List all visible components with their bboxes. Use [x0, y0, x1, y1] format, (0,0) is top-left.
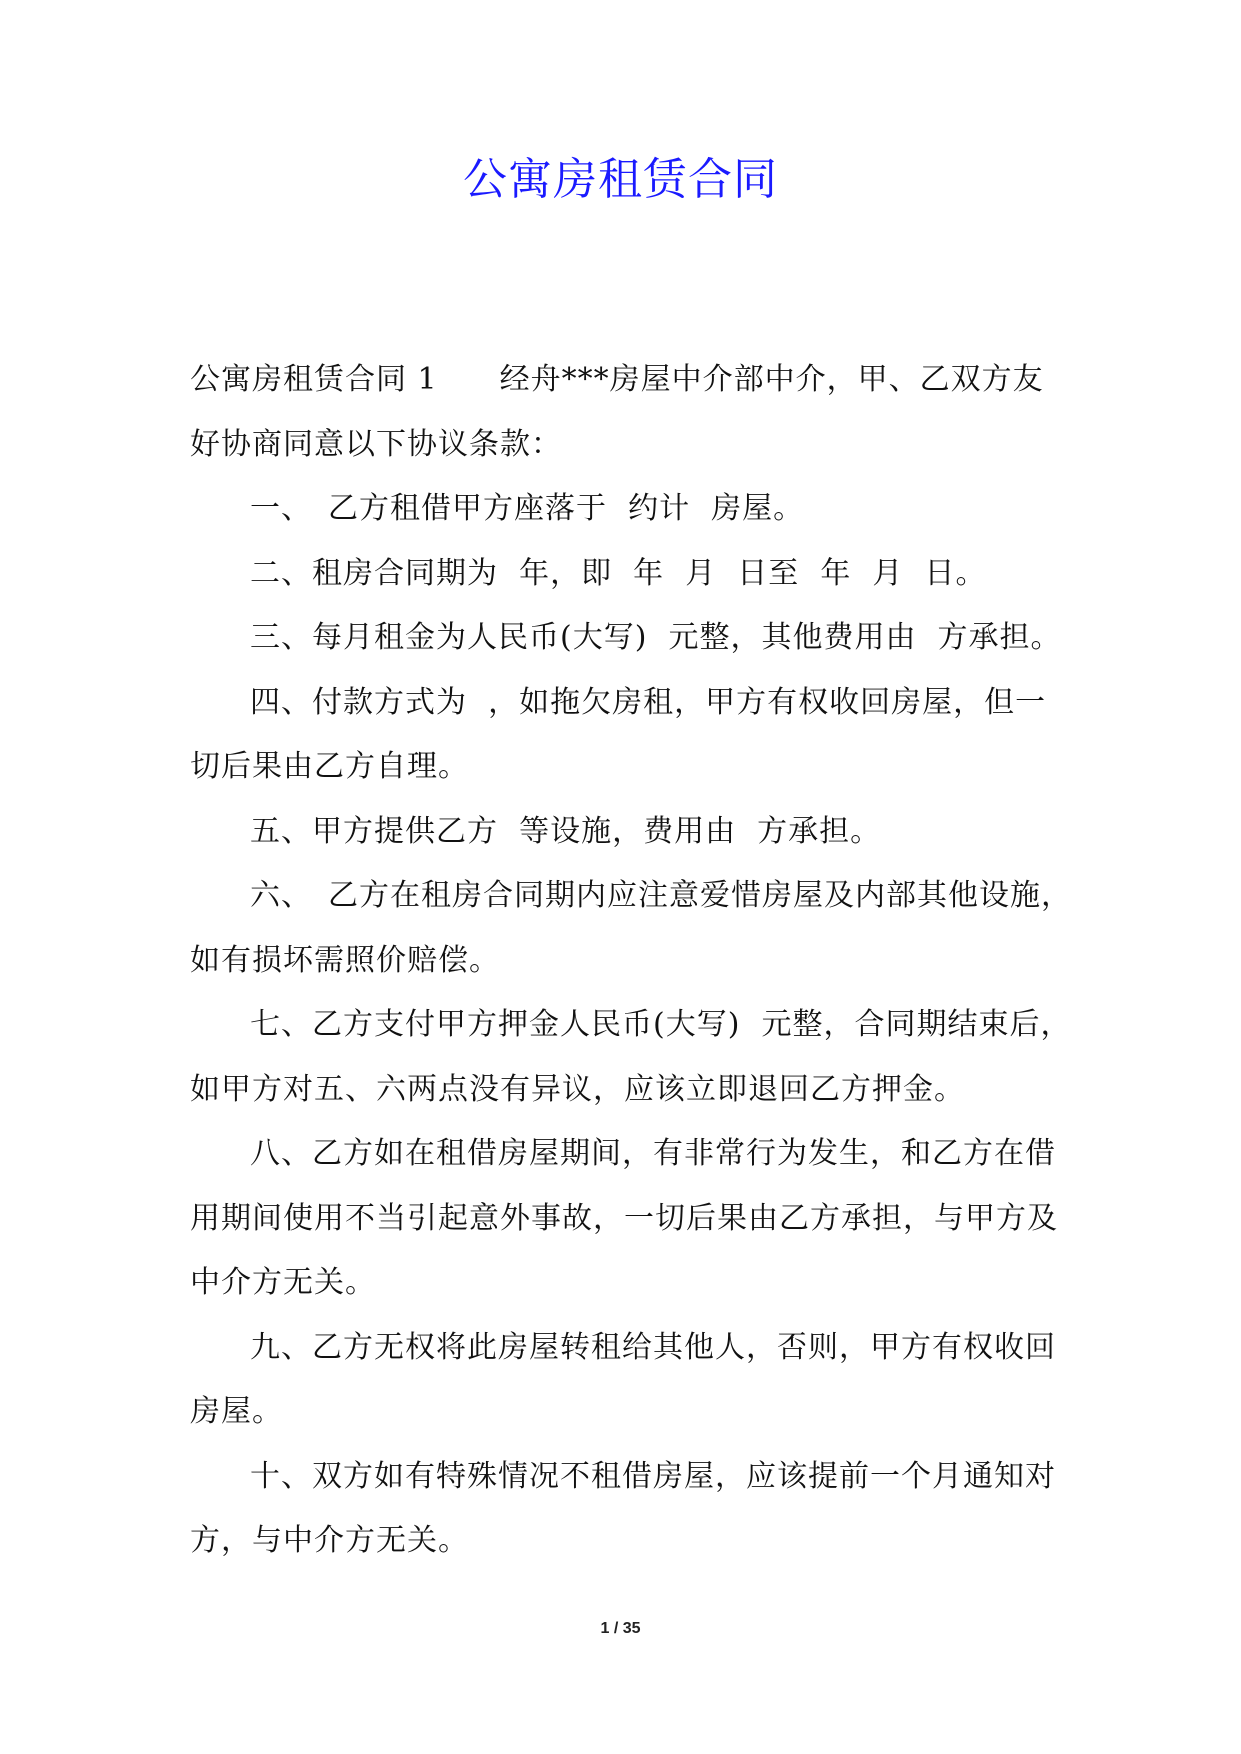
paragraph-line: 九、乙方无权将此房屋转租给其他人，否则，甲方有权收回 — [250, 1329, 1056, 1365]
clause-10 — [190, 1445, 1060, 1574]
clause-2 — [190, 542, 1060, 607]
paragraph-line: 六、 乙方在租房合同期内应注意爱惜房屋及内部其他设施， — [250, 878, 1072, 913]
paragraph-line: 如甲方对五、六两点没有异议，应该立即退回乙方押金。 — [190, 1071, 965, 1107]
paragraph-line: 中介方无关。 — [190, 1265, 376, 1300]
paragraph-line: 十、双方如有特殊情况不租借房屋，应该提前一个月通知对 — [250, 1458, 1056, 1494]
document-title: 公寓房租赁合同 — [463, 154, 778, 205]
clause-4 — [190, 671, 1060, 800]
paragraph-line: 一、 乙方租借甲方座落于 约计 房屋。 — [250, 491, 805, 526]
paragraph-intro — [190, 348, 1060, 477]
paragraph-line: 七、乙方支付甲方押金人民币(大写) 元整，合同期结束后， — [250, 1007, 1072, 1042]
paragraph-line: 五、甲方提供乙方 等设施，费用由 方承担。 — [250, 813, 882, 849]
paragraph-line: 三、每月租金为人民币(大写) 元整，其他费用由 方承担。 — [250, 620, 1062, 655]
paragraph-line: 用期间使用不当引起意外事故，一切后果由乙方承担，与甲方及 — [190, 1200, 1058, 1236]
paragraph-line: 方，与中介方无关。 — [190, 1523, 469, 1558]
clause-7 — [190, 993, 1072, 1122]
paragraph-line: 八、乙方如在租借房屋期间，有非常行为发生，和乙方在借 — [250, 1136, 1056, 1171]
paragraph-line: 如有损坏需照价赔偿。 — [190, 942, 500, 978]
clause-1 — [190, 477, 1060, 542]
document-body — [190, 348, 1072, 1574]
clause-9 — [190, 1316, 1060, 1445]
clause-6 — [190, 864, 1072, 993]
paragraph-line: 房屋。 — [190, 1394, 283, 1429]
paragraph-line: 四、付款方式为 ，如拖欠房租，甲方有权收回房屋，但一 — [250, 684, 1047, 720]
paragraph-line: 切后果由乙方自理。 — [190, 749, 469, 784]
clause-8 — [190, 1122, 1060, 1316]
clause-3 — [190, 606, 1060, 671]
clause-5 — [190, 800, 1060, 865]
paragraph-line: 二、租房合同期为 年，即 年 月 日至 年 月 日。 — [250, 555, 987, 591]
paragraph-line: 好协商同意以下协议条款： — [190, 426, 562, 462]
paragraph-line: 公寓房租赁合同 1 经舟***房屋中介部中介，甲、乙双方友 — [190, 362, 1044, 397]
page-number: 1 / 35 — [600, 1620, 641, 1637]
